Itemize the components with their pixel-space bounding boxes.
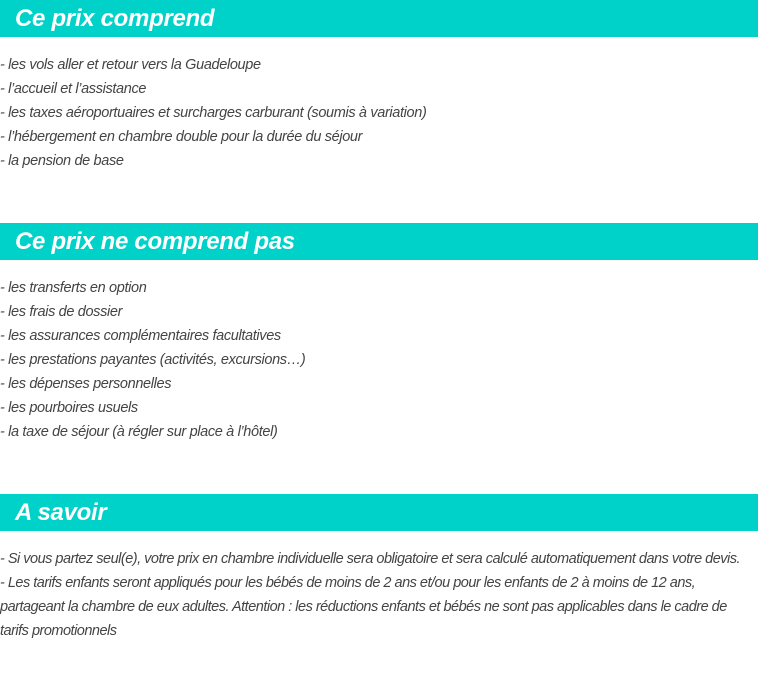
list-item: - l’hébergement en chambre double pour la durée du séjour (0, 129, 363, 145)
section-good-to-know (0, 494, 758, 643)
info-paragraph: - Si vous partez seul(e), votre prix en chambre individuelle sera obligatoire et sera calculé automatiquement dans votre devis. (0, 551, 741, 567)
included-list (0, 53, 758, 173)
list-item: - les taxes aéroportuaires et surcharges carburant (soumis à variation) (0, 105, 427, 121)
section-included (0, 0, 758, 173)
list-item: - les frais de dossier (0, 304, 123, 320)
list-item: - les assurances complémentaires facultatives (0, 328, 281, 344)
list-item: - les prestations payantes (activités, excursions…) (0, 352, 306, 368)
section-header-included: Ce prix comprend (0, 0, 758, 37)
not-included-list (0, 276, 758, 444)
list-item: - la taxe de séjour (à régler sur place à l’hôtel) (0, 424, 278, 440)
list-item: - les dépenses personnelles (0, 376, 172, 392)
list-item: - les vols aller et retour vers la Guadeloupe (0, 57, 261, 73)
list-item: - les pourboires usuels (0, 400, 138, 416)
list-item: - l’accueil et l’assistance (0, 81, 147, 97)
section-not-included (0, 223, 758, 444)
list-item: - les transferts en option (0, 280, 147, 296)
section-header-good-to-know: A savoir (0, 494, 758, 531)
good-to-know-list (0, 547, 758, 643)
list-item: - la pension de base (0, 153, 124, 169)
section-header-not-included: Ce prix ne comprend pas (0, 223, 758, 260)
info-paragraph: - Les tarifs enfants seront appliqués pour les bébés de moins de 2 ans et/ou pour les enfants de 2 à moins de 12 ans, partageant la chambre de eux adultes. Attention : les réductions enfants et bébés ne sont pas applicables dans le cadre de tarifs promotionnels (0, 575, 727, 639)
